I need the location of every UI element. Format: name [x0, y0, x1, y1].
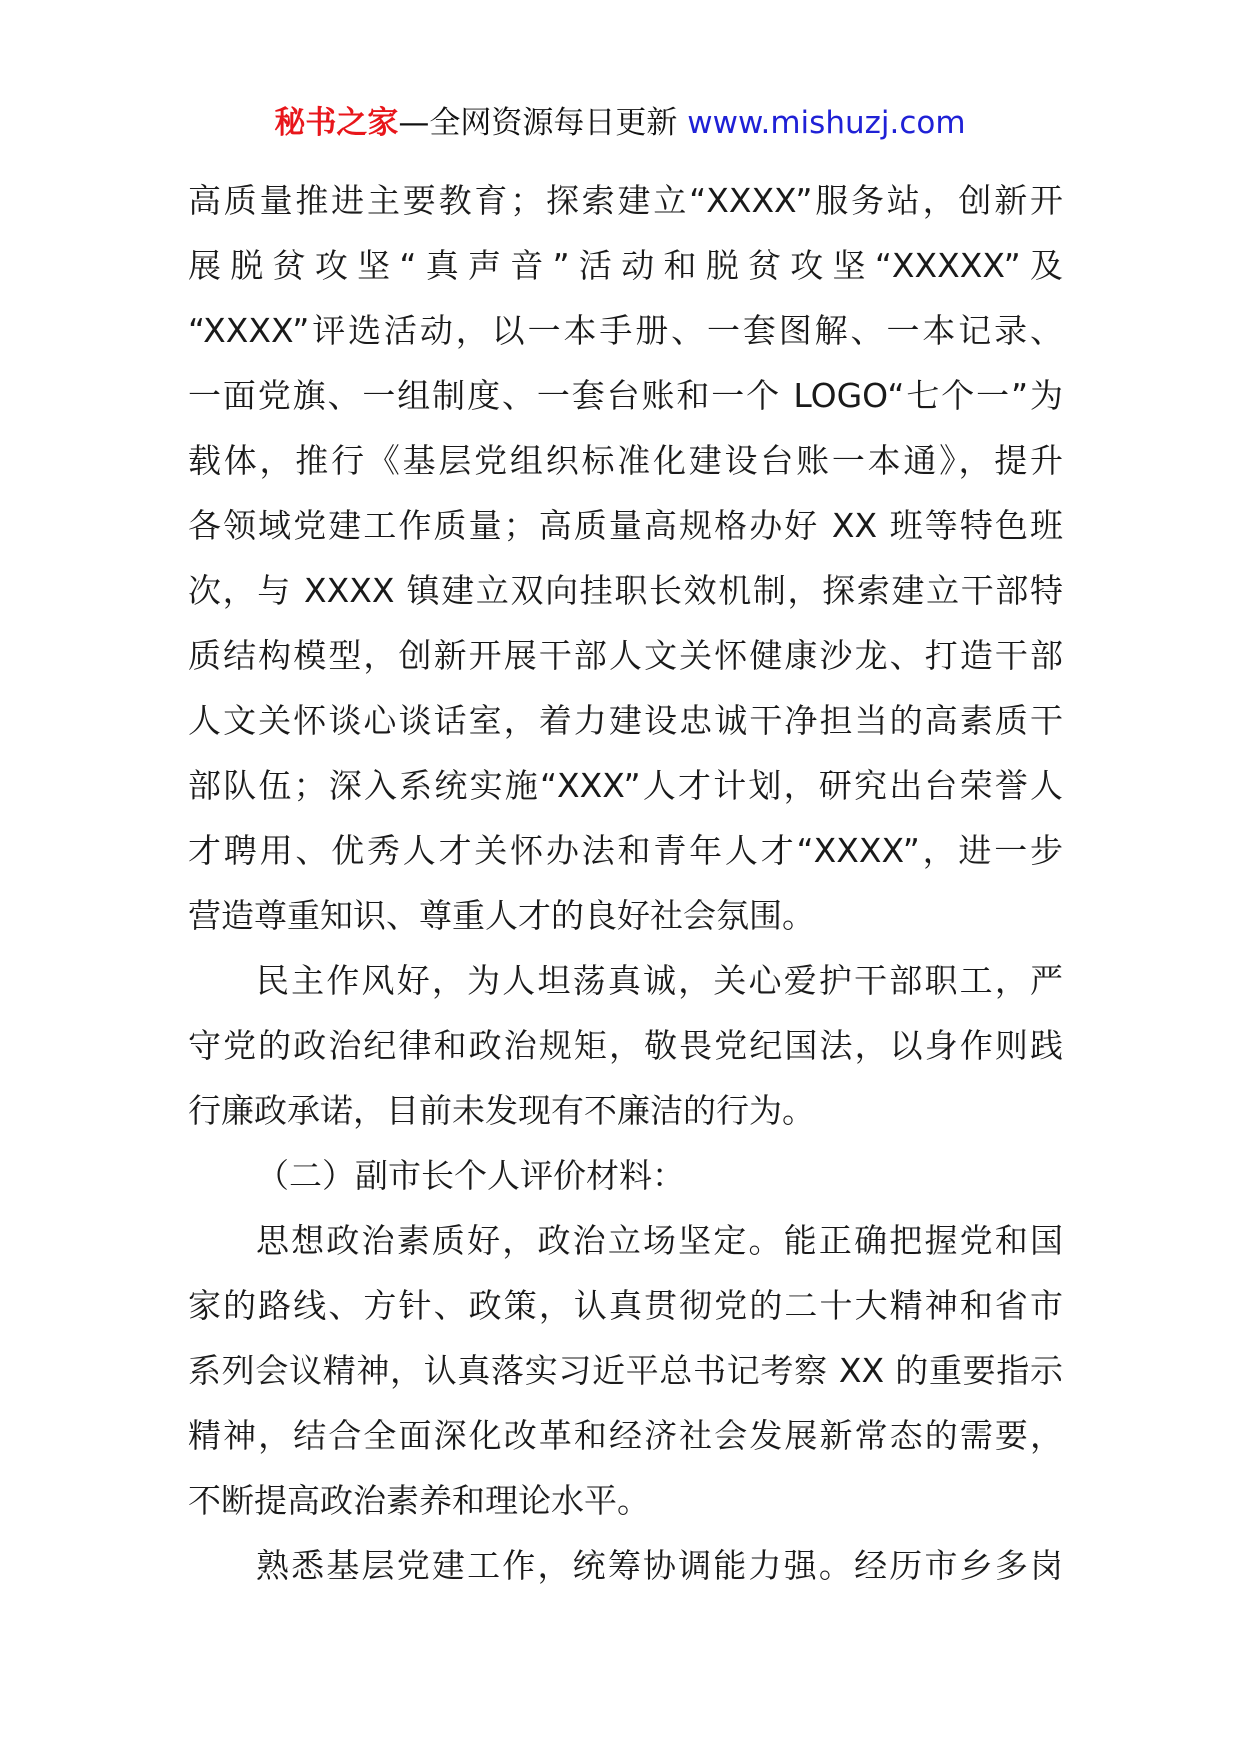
text-line: 载体，推行《基层党组织标准化建设台账一本通》，提升 — [188, 441, 1063, 480]
text-line: 次，与 XXXX 镇建立双向挂职长效机制，探索建立干部特 — [188, 571, 1063, 610]
text-line: 不断提高政治素养和理论水平。 — [188, 1481, 650, 1520]
section-subheading: （二）副市长个人评价材料： — [256, 1156, 685, 1195]
text-line: 民主作风好，为人坦荡真诚，关心爱护干部职工，严 — [256, 961, 1063, 1000]
site-url-link[interactable]: www.mishuzj.com — [687, 105, 966, 141]
text-line: 行廉政承诺，目前未发现有不廉洁的行为。 — [188, 1091, 815, 1130]
text-line: 一面党旗、一组制度、一套台账和一个 LOGO“七个一”为 — [188, 376, 1063, 415]
text-line: 展脱贫攻坚“真声音”活动和脱贫攻坚“XXXXX”及 — [188, 246, 1063, 285]
text-line: 质结构模型，创新开展干部人文关怀健康沙龙、打造干部 — [188, 636, 1063, 675]
text-line: 才聘用、优秀人才关怀办法和青年人才“XXXX”，进一步 — [188, 831, 1063, 870]
page-header — [0, 103, 1240, 143]
text-line: 思想政治素质好，政治立场坚定。能正确把握党和国 — [256, 1221, 1063, 1260]
text-line: 高质量推进主要教育；探索建立“XXXX”服务站，创新开 — [188, 181, 1063, 220]
text-line: 熟悉基层党建工作，统筹协调能力强。经历市乡多岗 — [256, 1546, 1063, 1585]
header-tagline: —全网资源每日更新 — [398, 105, 678, 141]
text-line: 家的路线、方针、政策，认真贯彻党的二十大精神和省市 — [188, 1286, 1063, 1325]
text-line: 系列会议精神，认真落实习近平总书记考察 XX 的重要指示 — [188, 1351, 1063, 1390]
brand-name: 秘书之家 — [274, 105, 399, 141]
text-line: “XXXX”评选活动，以一本手册、一套图解、一本记录、 — [188, 311, 1063, 350]
text-line: 守党的政治纪律和政治规矩，敬畏党纪国法，以身作则践 — [188, 1026, 1063, 1065]
text-line: 人文关怀谈心谈话室，着力建设忠诚干净担当的高素质干 — [188, 701, 1063, 740]
document-body — [188, 168, 1063, 1598]
text-line: 营造尊重知识、尊重人才的良好社会氛围。 — [188, 896, 815, 935]
text-line: 部队伍；深入系统实施“XXX”人才计划，研究出台荣誉人 — [188, 766, 1063, 805]
text-line: 各领域党建工作质量；高质量高规格办好 XX 班等特色班 — [188, 506, 1063, 545]
text-line: 精神，结合全面深化改革和经济社会发展新常态的需要， — [188, 1416, 1063, 1455]
